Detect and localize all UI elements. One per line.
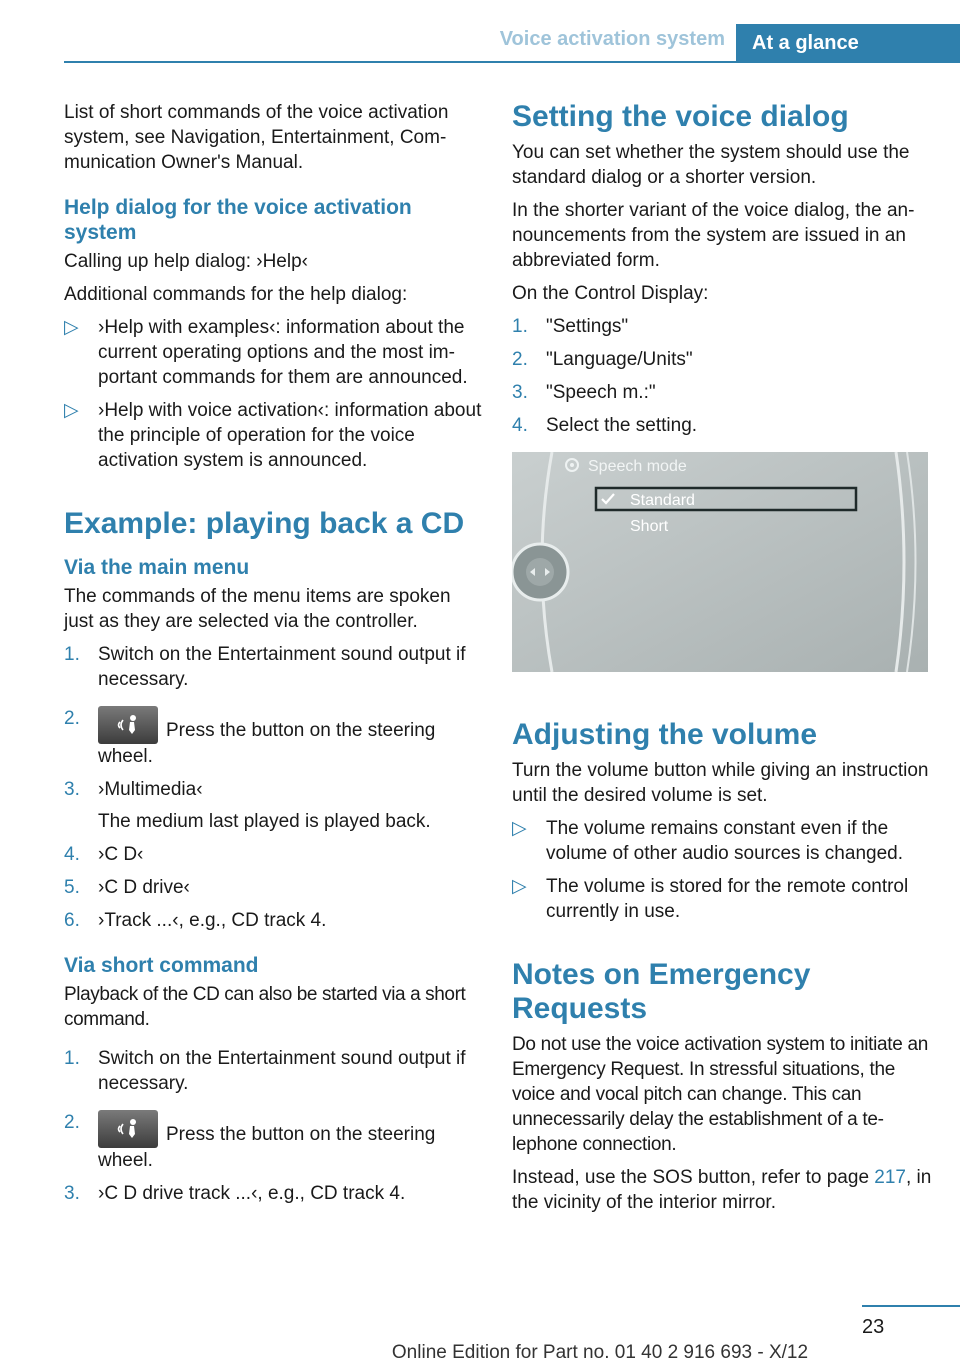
option-standard: Standard — [630, 492, 695, 509]
page-number-rule — [862, 1305, 960, 1307]
list-item: ▷ The volume is stored for the remote control currently in use. — [512, 876, 909, 922]
left-column — [64, 100, 484, 1214]
intro-text: List of short commands of the voice activation system, see Navigation, Entertainment, Communication Owner's Manual. — [64, 102, 449, 173]
header-rule — [64, 61, 960, 63]
list-item: 3. "Speech m.:" — [512, 382, 656, 403]
list-item: 4. Select the setting. — [512, 415, 698, 436]
volume-text: Turn the volume button while giving an instruction until the desired volume is set. — [512, 760, 929, 806]
bullet-arrow-icon: ▷ — [64, 400, 79, 421]
list-item: 2. Press the button on the steering wheel. — [64, 708, 436, 767]
list-item: 2. Press the button on the steering wheel. — [64, 1112, 436, 1171]
edition-footer: Online Edition for Part no. 01 40 2 916 693 - X/12 — [391, 1342, 809, 1363]
list-item: 2. "Language/Units" — [512, 349, 693, 370]
page-link-217[interactable]: 217 — [874, 1167, 906, 1188]
via-menu-steps — [64, 642, 484, 933]
speech-mode-display — [512, 452, 928, 672]
help-calling-text: Calling up help dialog: ›Help‹ — [64, 251, 308, 272]
bullet-arrow-icon: ▷ — [512, 818, 527, 839]
list-item: 1. Switch on the Entertainment sound output if necessary. — [64, 644, 466, 690]
page-header — [0, 24, 960, 62]
help-bullet-list — [64, 315, 484, 473]
header-tab-at-a-glance[interactable]: At a glance — [736, 24, 960, 62]
screen-title: Speech mode — [588, 458, 687, 475]
list-item: ▷ ›Help with examples‹: information about the current operating options and the most important commands for them are announced. — [64, 317, 468, 388]
via-short-heading: Via short command — [64, 954, 259, 977]
help-additional-text: Additional commands for the help dialog: — [64, 284, 408, 305]
control-display-screenshot — [512, 452, 928, 672]
list-item: 6. ›Track ...‹, e.g., CD track 4. — [64, 910, 327, 931]
list-item: ▷ The volume remains constant even if the volume of other audio sources is changed. — [512, 818, 903, 864]
right-column — [512, 100, 932, 1223]
example-heading: Example: playing back a CD — [64, 507, 465, 540]
list-item: 5. ›C D drive‹ — [64, 877, 190, 898]
help-heading: Help dialog for the voice activation system — [64, 196, 412, 244]
list-item: 1. Switch on the Entertainment sound output if necessary. — [64, 1048, 466, 1094]
list-item: 3. ›Multimedia‹ The medium last played is played back. — [64, 779, 431, 832]
list-item: 4. ›C D‹ — [64, 844, 144, 865]
via-menu-heading: Via the main menu — [64, 556, 250, 579]
list-item: 3. ›C D drive track ...‹, e.g., CD track 4. — [64, 1183, 406, 1204]
emergency-heading: Notes on Emergency Requests — [512, 958, 811, 1025]
setting-heading: Setting the voice dialog — [512, 100, 849, 133]
setting-text-3: On the Control Display: — [512, 283, 709, 304]
header-section-title: Voice activation system — [499, 28, 725, 50]
option-short: Short — [630, 518, 669, 535]
page-number: 23 — [862, 1316, 885, 1338]
via-menu-text: The commands of the menu items are spoken just as they are selected via the controller. — [64, 586, 451, 632]
volume-bullet-list — [512, 816, 932, 924]
voice-button-icon — [98, 706, 158, 744]
setting-steps — [512, 314, 932, 438]
volume-heading: Adjusting the volume — [512, 718, 818, 751]
emergency-text-2: Instead, use the SOS button, refer to page 217, in the vicinity of the interior mirror. — [512, 1167, 932, 1213]
via-short-text: Playback of the CD can also be started via a short command. — [64, 984, 466, 1030]
bullet-arrow-icon: ▷ — [512, 876, 527, 897]
setting-text-1: You can set whether the system should use the standard dialog or a shorter version. — [512, 142, 910, 188]
via-short-steps — [64, 1046, 484, 1206]
list-item: ▷ ›Help with voice activation‹: information about the principle of operation for the voice activation system is announced. — [64, 400, 482, 471]
emergency-text: Do not use the voice activation system to initiate an Emergency Request. In stressful situations, the voice and vocal pitch can change. This can unnecessarily delay the establishment of a telephone connection. — [512, 1034, 929, 1155]
list-item: 1. "Settings" — [512, 316, 629, 337]
bullet-arrow-icon: ▷ — [64, 317, 79, 338]
voice-button-icon — [98, 1110, 158, 1148]
setting-text-2: In the shorter variant of the voice dialog, the announcements from the system are issued in an abbreviated form. — [512, 200, 915, 271]
